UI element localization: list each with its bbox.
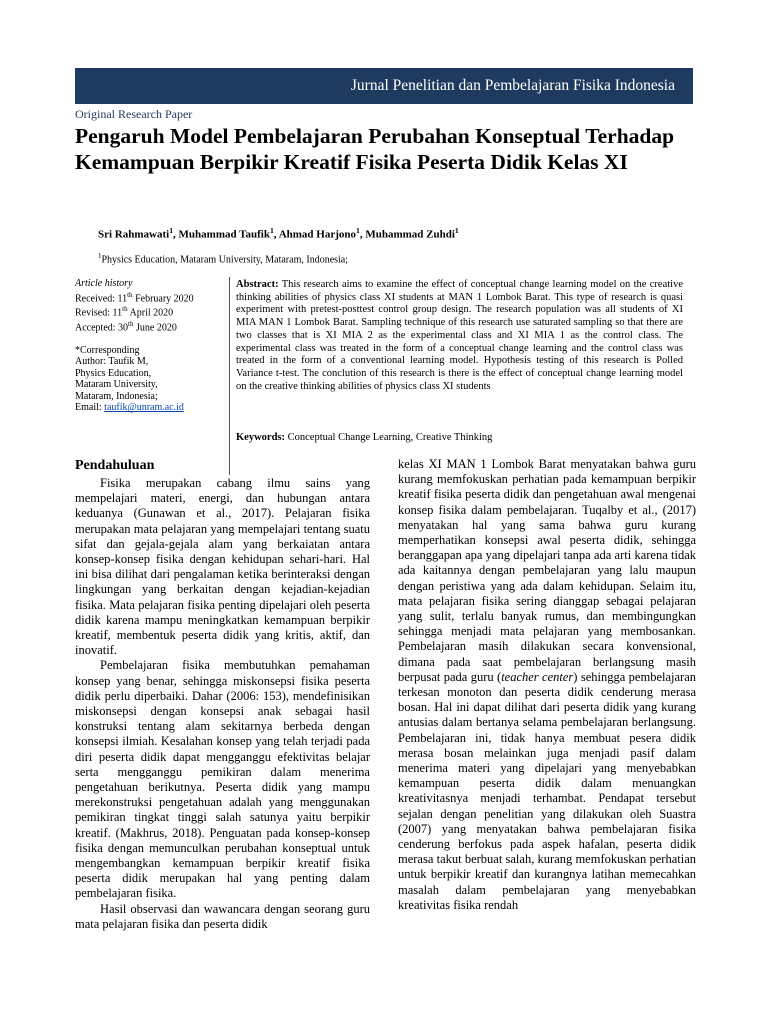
revised-label: Revised: 11 xyxy=(75,307,123,319)
corresponding-line: Mataram, Indonesia; xyxy=(75,390,158,402)
body-text: kelas XI MAN 1 Lombok Barat menyatakan bahwa guru kurang memfokuskan perhatian pada kemampuan berpikir kreatif fisika peserta didik dan pengetahuan awal mengenai konsep fisika dalam pembelajaran. Tuqalby et al., (2017) menyatakan hal yang sama bahwa guru kurang memperhatikan konsepsi awal peserta didik, sehingga beranggapan apa yang dipelajari tanpa ada arti karena tidak ada kaitannya dengan pembelajaran yang lalu maupun dengan peristiwa yang ada dalam kehidupan. Selaim itu, mata pelajaran fisika sering dianggap sebagai pelajaran yang sulit, terlalu banyak rumus, dan membingungkan sehingga menjadi mata pelajaran yang membosankan. Pembelajaran masih dilakukan secara konvensional, dimana pada saat pembelajaran berlangsung masih berpusat pada guru ( xyxy=(398,457,696,684)
accepted-date xyxy=(75,319,227,334)
body-text: ) sehingga pembelajaran terkesan monoton dan peserta didik cenderung merasa bosan. Hal ini dapat dilihat dari peserta didik yang kurang antusias dalam bertanya selama pembelajaran berlangsung. Pembelajaran ini, tidak hanya membuat pesera didik merasa bosan melainkan juga menjadi pasif dalam menerima materi yang dipelajari yang menyebabkan kemampuan peserta didik dalam menuangkan kreativitasnya menjadi terhambat. Pendapat tersebut sejalan dengan penelitian yang dilakukan oleh Suastra (2007) yang menyatakan bahwa pembelajaran fisika cenderung berfokus pada aspek hafalan, peserta didik merasa takut berbuat salah, kurang memfokuskan perhatian untuk berpikir kreatif dan kurangnya latihan memecahkan masalah dalam pembelajaran yang menyebabkan kreativitas fisika rendah xyxy=(398,669,696,912)
paper-type-label: Original Research Paper xyxy=(75,107,193,121)
left-column xyxy=(75,472,370,932)
corresponding-author: Author: Taufik M, xyxy=(75,356,149,368)
affiliation xyxy=(98,252,348,265)
body-paragraph: Hasil observasi dan wawancara dengan seorang guru mata pelajaran fisika dan peserta didik xyxy=(75,901,370,931)
author-sup: 1 xyxy=(169,226,174,235)
received-date xyxy=(75,290,227,305)
author-list: Sri Rahmawati$^1$, Muhammad Taufik$^1$, Ahmad Harjono$^1$, Muhammad Zuhdi$^1$ xyxy=(98,226,459,241)
keywords-label: Keywords: xyxy=(236,432,285,443)
received-sup: th xyxy=(127,290,133,299)
abstract-text: This research aims to examine the effect of conceptual change learning model on the creative thinking abilities of physics class XI students at MAN 1 Lombok Barat. This type of research is quasi experiment with pretest-posttest control group design. The research population was all students of XI MIA MAN 1 Lombok Barat. Sampling technique of this research use saturated sampling so that there are two classes that is XI MIA 2 as the experimental class and XI MIA 1 as the control class. The experimental class was treated in the form of a conceptual change learning and the control class was treated in the form of a conventional learning model. Hypothesis testing of this research is Polled Variance t-test. The conclution of this research is there is the effect of conceptual change learning model on the creative thinking abilities of physics class XI students xyxy=(236,279,683,392)
body-paragraph: Pembelajaran fisika membutuhkan pemahaman konsep yang benar, sehingga miskonsepsi fisika peserta didik perlu diperbaiki. Dahar (2006: 153), mendefinisikan miskonsepsi dengan konsepsi anak sebagai hasil konstruksi tentang alam sekitarnya berbeda dengan konsepsi ilmiah. Kesalahan konsep yang telah terjadi pada diri peserta didik dapat mengganggu efektivitas belajar serta mengganggu pemikiran dalam menerima pengetahuan berikutnya. Peserta didik yang mampu merekonstruksi pengetahuan adalah yang menggunakan pemikiran tingkat tinggi salah satunya yaitu berpikir kreatif. (Makhrus, 2018). Penguatan pada konsep-konsep fisika dengan memunculkan perubahan konseptual untuk mengembangkan kemampuan berpikir kreatif fisika peserta didik merupakan hal yang penting dalam pembelajaran fisika. xyxy=(75,658,370,901)
corresponding-line: Mataram University, xyxy=(75,379,158,391)
received-rest: February 2020 xyxy=(132,292,194,304)
keywords xyxy=(236,432,492,443)
accepted-rest: June 2020 xyxy=(133,322,177,334)
journal-name: Jurnal Penelitian dan Pembelajaran Fisika Indonesia xyxy=(350,77,675,94)
revised-date xyxy=(75,304,227,319)
column-divider xyxy=(229,277,230,475)
affiliation-text: Physics Education, Mataram University, Mataram, Indonesia; xyxy=(101,254,349,266)
corresponding-email-row xyxy=(75,402,227,414)
keywords-text: Conceptual Change Learning, Creative Thinking xyxy=(285,432,493,443)
author-sup: 1 xyxy=(454,226,459,235)
received-label: Received: 11 xyxy=(75,292,128,304)
history-heading: Article history xyxy=(75,278,133,289)
section-heading: Pendahuluan xyxy=(75,458,155,473)
accepted-sup: th xyxy=(128,320,134,329)
body-italic: teacher center xyxy=(501,669,574,684)
corresponding-line: Physics Education, xyxy=(75,367,152,379)
revised-rest: April 2020 xyxy=(127,307,174,319)
paper-title: Pengaruh Model Pembelajaran Perubahan Konseptual Terhadap Kemampuan Berpikir Kreatif Fisika Peserta Didik Kelas XI xyxy=(75,124,675,174)
author-name: Muhammad Taufik xyxy=(178,228,270,241)
abstract xyxy=(236,279,683,393)
corresponding-heading: *Corresponding xyxy=(75,344,140,356)
author-name: Ahmad Harjono xyxy=(278,228,357,241)
article-history xyxy=(75,278,227,414)
affiliation-sup: 1 xyxy=(98,252,102,260)
accepted-label: Accepted: 30 xyxy=(75,322,129,334)
author-name: Sri Rahmawati xyxy=(98,228,170,241)
journal-header-bar xyxy=(75,68,693,104)
email-link[interactable]: taufik@unram.ac.id xyxy=(104,402,184,414)
body-paragraph: Fisika merupakan cabang ilmu sains yang mempelajari materi, energi, dan hubungan antara keduanya (Gunawan et al., 2017). Pelajaran fisika merupakan mata pelajaran yang mempelajari tentang suatu sifat dan gejala-gejala alam yang berkaiatan antara konsep-konsep fisika dengan kehidupan sehari-hari. Hal ini bisa dilihat dari pengalaman ketika berinteraksi dengan lingkungan yang berkaitan dengan kejadian-kejadian fisika. Mata pelajaran fisika penting dipelajari oleh peserta didik karena mampu meningkatkan kemampuan berpikir kreatif, membentuk peserta didik yang kritis, aktif, dan inovatif. xyxy=(75,476,370,658)
author-name: Muhammad Zuhdi xyxy=(365,228,455,241)
author-sup: 1 xyxy=(269,226,274,235)
author-sup: 1 xyxy=(356,226,360,235)
email-label: Email: xyxy=(75,402,105,414)
body-paragraph xyxy=(398,457,696,913)
revised-sup: th xyxy=(122,305,128,314)
abstract-label: Abstract: xyxy=(236,279,279,290)
right-column xyxy=(398,457,696,913)
